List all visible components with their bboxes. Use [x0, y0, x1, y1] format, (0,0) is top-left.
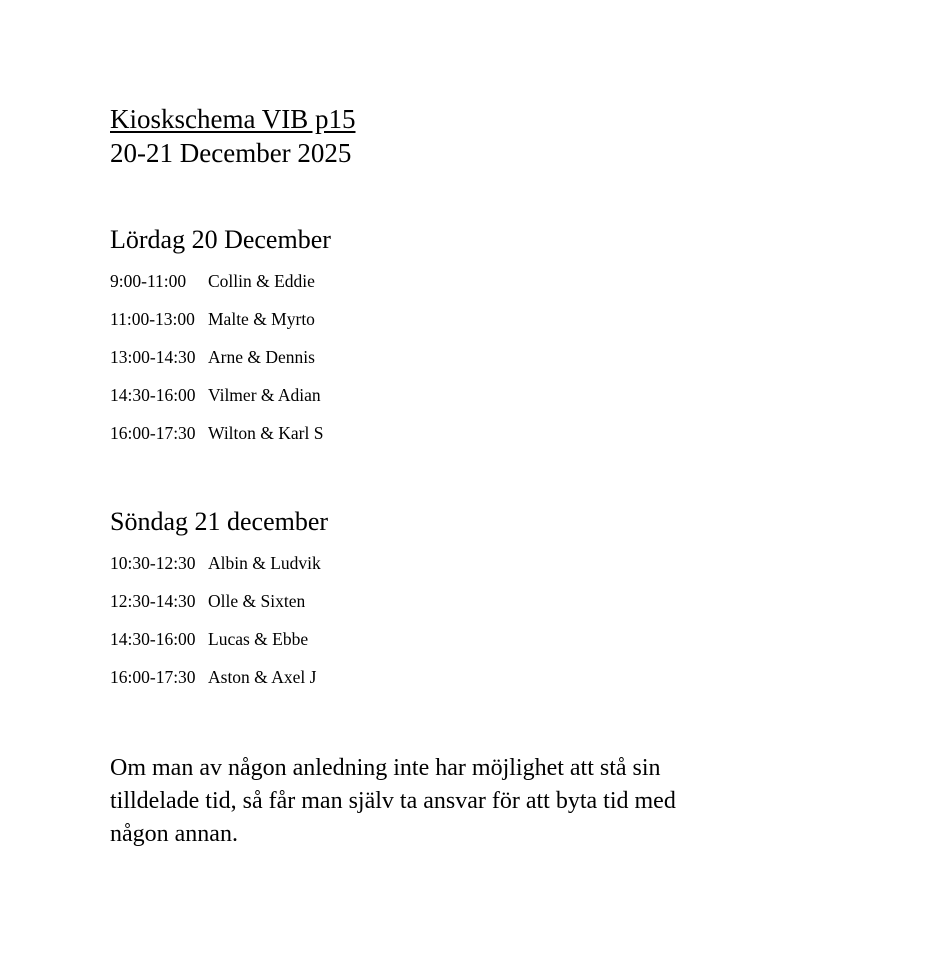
shift-names: Malte & Myrto — [208, 309, 315, 329]
shift-names: Lucas & Ebbe — [208, 629, 309, 649]
shift-time: 11:00-13:00 — [110, 309, 195, 329]
sunday-heading: Söndag 21 december — [110, 507, 329, 536]
shift-time: 16:00-17:30 — [110, 423, 196, 443]
shift-time: 14:30-16:00 — [110, 385, 196, 405]
shift-names: Wilton & Karl S — [208, 423, 324, 443]
shift-names: Collin & Eddie — [208, 271, 315, 291]
schedule-row — [110, 376, 882, 414]
schedule-row — [110, 338, 882, 376]
shift-time: 10:30-12:30 — [110, 553, 196, 573]
footer-note-line: Om man av någon anledning inte har möjlighet att stå sin — [110, 755, 661, 781]
schedule-row — [110, 544, 882, 582]
saturday-heading: Lördag 20 December — [110, 225, 331, 254]
shift-time: 16:00-17:30 — [110, 667, 196, 687]
document-title: Kioskschema VIB p15 — [110, 104, 356, 134]
schedule-row — [110, 620, 882, 658]
footer-note-line: tilldelade tid, så får man själv ta ansvar för att byta tid med — [110, 788, 676, 814]
shift-names: Albin & Ludvik — [208, 553, 321, 573]
shift-names: Olle & Sixten — [208, 591, 306, 611]
shift-names: Arne & Dennis — [208, 347, 315, 367]
shift-time: 14:30-16:00 — [110, 629, 196, 649]
schedule-row — [110, 414, 882, 452]
footer-note — [110, 752, 882, 851]
schedule-row — [110, 658, 882, 696]
shift-time: 9:00-11:00 — [110, 271, 187, 291]
schedule-row — [110, 582, 882, 620]
title-block — [110, 102, 882, 170]
shift-time: 12:30-14:30 — [110, 591, 196, 611]
footer-note-line: någon annan. — [110, 821, 238, 847]
schedule-row — [110, 300, 882, 338]
shift-names: Aston & Axel J — [208, 667, 317, 687]
sunday-section — [110, 505, 882, 696]
shift-names: Vilmer & Adian — [208, 385, 321, 405]
shift-time: 13:00-14:30 — [110, 347, 196, 367]
document-subtitle: 20-21 December 2025 — [110, 138, 352, 168]
schedule-row — [110, 262, 882, 300]
saturday-section — [110, 223, 882, 452]
